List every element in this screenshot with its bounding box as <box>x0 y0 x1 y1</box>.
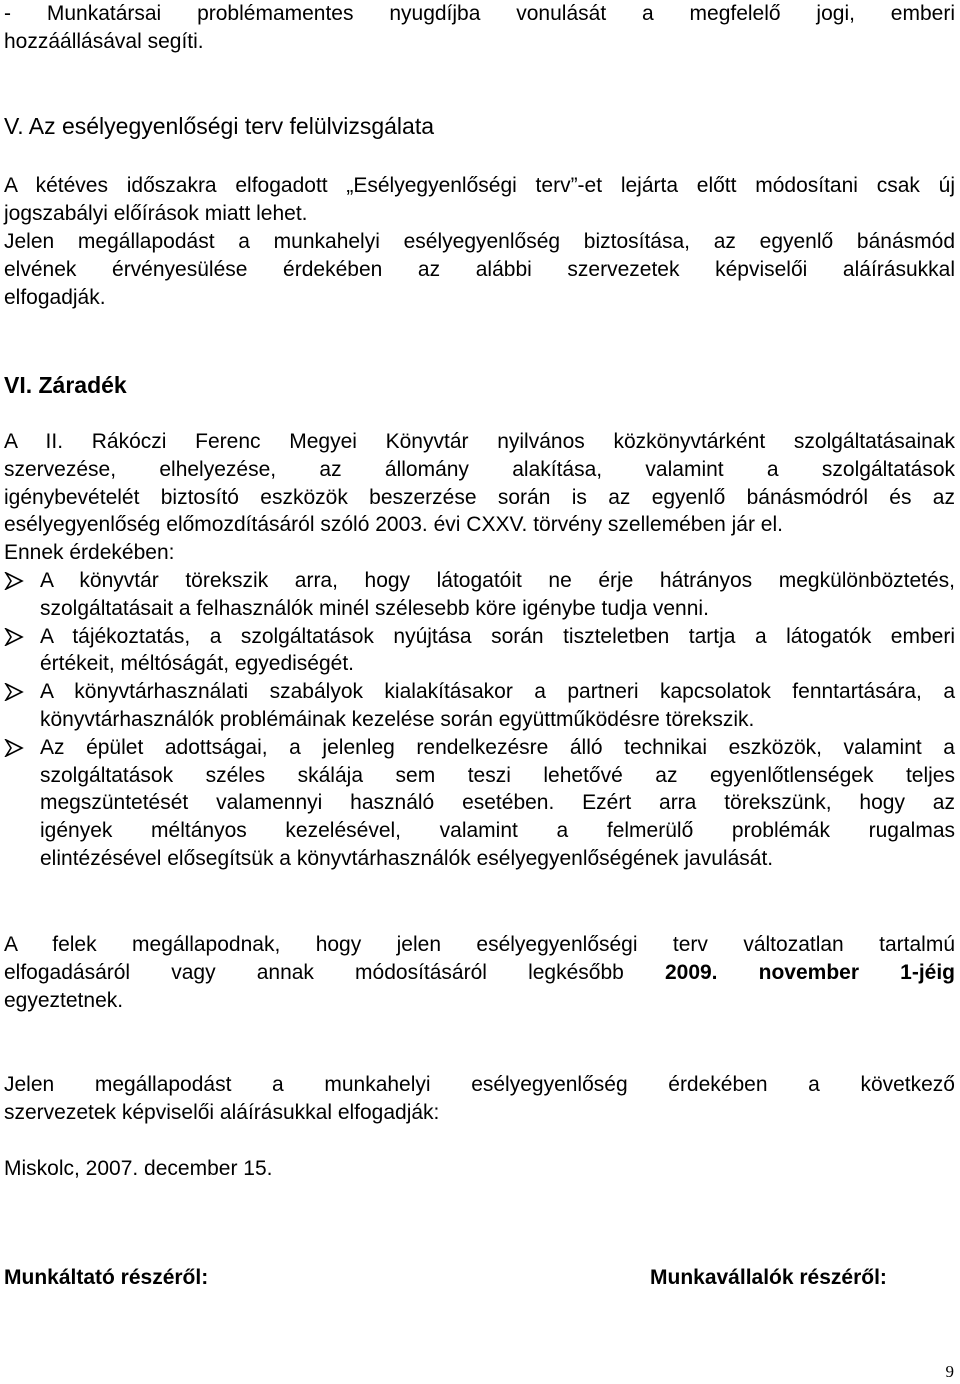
bullet-line: értékeit, méltóságát, egyediségét. <box>40 652 355 676</box>
bullet-line: Az épület adottságai, a jelenleg rendelkezésre álló technikai eszközök, valamint a <box>40 735 955 759</box>
list-item <box>4 734 955 873</box>
bullet-line: A könyvtár törekszik arra, hogy látogatóit ne érje hátrányos megkülönböztetés, <box>40 569 955 592</box>
paragraph-line: A felek megállapodnak, hogy jelen esélyegyenlőségi terv változatlan tartalmú <box>4 933 955 956</box>
paragraph-line: A II. Rákóczi Ferenc Megyei Könyvtár nyilvános közkönyvtárként szolgáltatásainak <box>4 430 955 453</box>
bullet-line: igények méltányos kezelésével, valamint a felmerülő problémák rugalmas <box>40 819 955 843</box>
section-vi-heading: VI. Záradék <box>4 372 127 398</box>
list-item <box>4 678 955 734</box>
paragraph-line-with-deadline <box>4 959 955 987</box>
arrow-bullet-icon <box>4 628 24 646</box>
bullet-list <box>4 567 955 873</box>
place-date <box>4 1155 955 1183</box>
paragraph-line: A kétéves időszakra elfogadott „Esélyegyenlőségi terv”-et lejárta előtt módosítani csak új <box>4 174 955 197</box>
page-number: 9 <box>945 1362 954 1381</box>
paragraph-line: esélyegyenlőség előmozdításáról szóló 2003. évi CXXV. törvény szellemében jár el. <box>4 513 783 537</box>
arrow-bullet-icon <box>4 739 24 757</box>
agreement-paragraph <box>4 931 955 1014</box>
arrow-bullet-icon <box>4 572 24 590</box>
section-v-heading: V. Az esélyegyenlőségi terv felülvizsgálata <box>4 113 435 139</box>
intro-line: hozzáállásával segíti. <box>4 29 204 53</box>
employees-signature-label: Munkavállalók részéről: <box>650 1266 887 1289</box>
bullet-line: elintézésével elősegítsük a könyvtárhasználók esélyegyenlőségének javulását. <box>40 846 774 870</box>
deadline-date: 2009. november 1-jéig <box>664 960 955 984</box>
bullet-line: könyvtárhasználók problémáinak kezelése során együttműködésre törekszik. <box>40 707 755 731</box>
signing-paragraph <box>4 1071 955 1127</box>
paragraph-line: Jelen megállapodást a munkahelyi esélyegyenlőség biztosítása, az egyenlő bánásmód <box>4 230 955 253</box>
bullet-line: szolgáltatásait a felhasználók minél szélesebb köre igénybe tudja venni. <box>40 596 709 620</box>
paragraph-line: egyeztetnek. <box>4 988 124 1012</box>
agreement-text: elfogadásáról vagy annak módosításáról legkésőbb <box>4 960 624 984</box>
section-v-paragraph-2 <box>4 228 955 311</box>
employer-signature-label: Munkáltató részéről: <box>4 1266 209 1289</box>
intro-paragraph <box>4 0 955 56</box>
section-v-paragraph-1 <box>4 172 955 228</box>
bullet-line: szolgáltatások széles skálája sem teszi lehetővé az egyenlőtlenségek teljes <box>40 763 955 787</box>
paragraph-line: Ennek érdekében: <box>4 541 175 565</box>
bullet-line: A tájékoztatás, a szolgáltatások nyújtása során tiszteletben tartja a látogatók emberi <box>40 624 955 648</box>
bullet-line: A könyvtárhasználati szabályok kialakításakor a partneri kapcsolatok fenntartására, a <box>40 680 955 704</box>
section-vi-paragraph <box>4 428 955 567</box>
list-item <box>4 623 955 679</box>
paragraph-line: elvének érvényesülése érdekében az alábbi szervezetek képviselői aláírásukkal <box>4 257 955 281</box>
paragraph-line: elfogadják. <box>4 285 106 309</box>
place-date-text: Miskolc, 2007. december 15. <box>4 1157 273 1180</box>
arrow-bullet-icon <box>4 683 24 701</box>
list-item <box>4 567 955 623</box>
bullet-line: megszüntetését valamennyi használó esetében. Ezért arra törekszünk, hogy az <box>40 791 955 815</box>
paragraph-line: szervezése, elhelyezése, az állomány alakítása, valamint a szolgáltatások <box>4 457 955 481</box>
intro-line: - Munkatársai problémamentes nyugdíjba vonulását a megfelelő jogi, emberi <box>4 2 955 25</box>
paragraph-line: igénybevételét biztosító eszközök beszerzése során is az egyenlő bánásmódról és az <box>4 485 955 509</box>
paragraph-line: Jelen megállapodást a munkahelyi esélyegyenlőség érdekében a következő <box>4 1073 955 1096</box>
paragraph-line: jogszabályi előírások miatt lehet. <box>4 201 308 225</box>
paragraph-line: szervezetek képviselői aláírásukkal elfogadják: <box>4 1100 440 1124</box>
